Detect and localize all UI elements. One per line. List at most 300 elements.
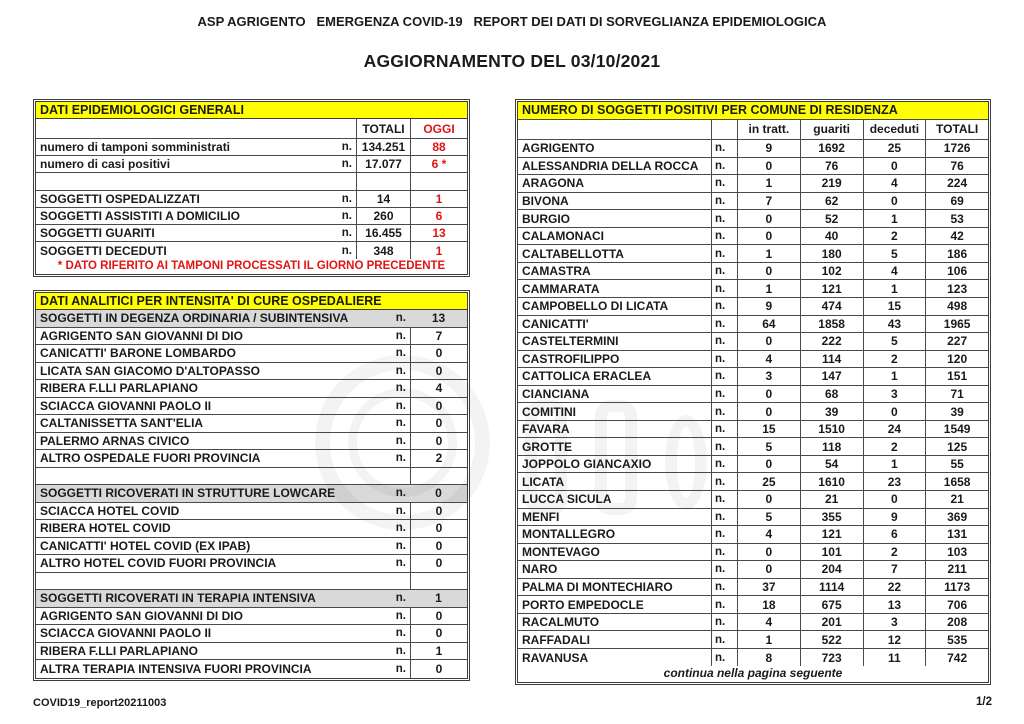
row-unit: n. <box>711 245 737 262</box>
subtotal-row <box>36 310 467 328</box>
row-unit: n. <box>711 509 737 526</box>
cell-deceduti: 12 <box>863 631 926 648</box>
table-row <box>36 573 467 591</box>
cell-value: 0 <box>410 538 467 555</box>
cell-guariti: 147 <box>800 368 863 385</box>
cell-in-tratt: 15 <box>737 421 800 438</box>
cell-deceduti: 3 <box>863 386 926 403</box>
row-label-cell <box>36 156 356 172</box>
table-row <box>518 351 988 369</box>
cell-in-tratt: 1 <box>737 245 800 262</box>
cell-deceduti: 23 <box>863 473 926 490</box>
cell-in-tratt: 0 <box>737 158 800 175</box>
cell-guariti: 204 <box>800 561 863 578</box>
cell-totali: 120 <box>925 351 988 368</box>
comuni-table-body <box>518 140 988 666</box>
cell-comune: AGRIGENTO <box>522 141 595 156</box>
cell-comune: CAMPOBELLO DI LICATA <box>522 299 669 314</box>
cell-comune: RAFFADALI <box>522 632 590 647</box>
table-row <box>518 333 988 351</box>
row-unit: n. <box>711 158 737 175</box>
row-label: SOGGETTI ASSISTITI A DOMICILIO <box>40 208 241 223</box>
row-unit: n. <box>395 399 406 412</box>
row-label: numero di casi positivi <box>40 157 171 172</box>
row-unit: n. <box>711 649 737 667</box>
table-row <box>36 398 467 416</box>
table-row <box>518 386 988 404</box>
general-data-table <box>33 99 470 277</box>
table-row <box>518 421 988 439</box>
report-header: ASP AGRIGENTO EMERGENZA COVID-19 REPORT DEI DATI DI SORVEGLIANZA EPIDEMIOLOGICA <box>197 14 827 29</box>
table-row <box>518 298 988 316</box>
row-label-cell <box>36 555 410 572</box>
page-number: 1/2 <box>976 696 992 708</box>
row-label-cell <box>36 433 410 450</box>
row-unit: n. <box>711 614 737 631</box>
row-unit: n. <box>711 526 737 543</box>
cell-guariti: 121 <box>800 280 863 297</box>
row-unit: n. <box>711 368 737 385</box>
cell-deceduti: 11 <box>863 649 926 667</box>
col-header-totali: TOTALI <box>356 119 410 138</box>
cell-totali: 123 <box>925 280 988 297</box>
table-row <box>36 503 467 521</box>
header-spacer <box>518 120 711 140</box>
cell-guariti: 1510 <box>800 421 863 438</box>
cell-comune: PALMA DI MONTECHIARO <box>522 579 673 594</box>
row-unit: n. <box>711 438 737 455</box>
row-label: ALTRO HOTEL COVID FUORI PROVINCIA <box>40 556 277 571</box>
cell-totali <box>356 173 410 189</box>
cell-in-tratt: 0 <box>737 561 800 578</box>
cell-deceduti: 4 <box>863 263 926 280</box>
table-row <box>36 328 467 346</box>
row-unit: n. <box>395 487 406 500</box>
cell-totali: 1965 <box>925 316 988 333</box>
cell-in-tratt: 7 <box>737 193 800 210</box>
row-label-cell <box>36 643 410 660</box>
table-row <box>36 555 467 573</box>
row-label: RIBERA F.LLI PARLAPIANO <box>40 381 198 396</box>
row-unit: n. <box>341 209 352 222</box>
row-unit: n. <box>341 158 352 171</box>
col-header-guariti: guariti <box>800 120 863 140</box>
cell-totali: 706 <box>925 596 988 613</box>
cell-in-tratt: 64 <box>737 316 800 333</box>
row-unit: n. <box>711 351 737 368</box>
cell-comune: CIANCIANA <box>522 386 590 401</box>
cell-in-tratt: 3 <box>737 368 800 385</box>
row-label-cell <box>36 450 410 467</box>
row-label-cell <box>36 208 356 224</box>
row-unit: n. <box>711 386 737 403</box>
cell-guariti: 21 <box>800 491 863 508</box>
row-label: ALTRO OSPEDALE FUORI PROVINCIA <box>40 451 261 466</box>
row-unit: n. <box>395 609 406 622</box>
cell-deceduti: 0 <box>863 193 926 210</box>
cell-guariti: 62 <box>800 193 863 210</box>
table-row <box>518 280 988 298</box>
row-unit: n. <box>395 312 406 325</box>
cell-guariti: 1610 <box>800 473 863 490</box>
row-unit: n. <box>395 452 406 465</box>
cell-guariti: 474 <box>800 298 863 315</box>
table-row <box>36 660 467 678</box>
row-label: SOGGETTI RICOVERATI IN TERAPIA INTENSIVA <box>40 591 316 606</box>
table-row <box>518 158 988 176</box>
cell-in-tratt: 4 <box>737 351 800 368</box>
row-unit: n. <box>395 434 406 447</box>
row-label-cell <box>36 608 410 625</box>
row-unit: n. <box>711 333 737 350</box>
table-row <box>36 450 467 468</box>
row-label-cell <box>36 625 410 642</box>
cell-totali: 42 <box>925 228 988 245</box>
cell-comune: PORTO EMPEDOCLE <box>522 597 644 612</box>
cell-guariti: 1114 <box>800 579 863 596</box>
cell-deceduti: 2 <box>863 438 926 455</box>
cell-in-tratt: 4 <box>737 526 800 543</box>
cell-in-tratt: 0 <box>737 491 800 508</box>
cell-comune: CASTELTERMINI <box>522 334 619 349</box>
table-row <box>36 363 467 381</box>
cell-deceduti: 24 <box>863 421 926 438</box>
cell-comune: RACALMUTO <box>522 615 600 630</box>
table-row <box>518 631 988 649</box>
cell-deceduti: 25 <box>863 140 926 157</box>
cell-comune: LUCCA SICULA <box>522 492 612 507</box>
cell-value: 4 <box>410 380 467 397</box>
cell-totali: 131 <box>925 526 988 543</box>
row-label: PALERMO ARNAS CIVICO <box>40 433 190 448</box>
general-table-title: DATI EPIDEMIOLOGICI GENERALI <box>36 102 467 119</box>
table-row <box>36 520 467 538</box>
cell-totali: 106 <box>925 263 988 280</box>
cell-deceduti: 1 <box>863 210 926 227</box>
row-label: RIBERA HOTEL COVID <box>40 521 171 536</box>
continuation-note: continua nella pagina seguente <box>663 666 843 681</box>
cell-comune: CATTOLICA ERACLEA <box>522 369 652 384</box>
cell-in-tratt: 18 <box>737 596 800 613</box>
cell-comune: CAMASTRA <box>522 264 591 279</box>
table-row <box>518 526 988 544</box>
table-row <box>36 380 467 398</box>
table-row <box>36 345 467 363</box>
cell-totali: 151 <box>925 368 988 385</box>
table-row <box>518 193 988 211</box>
cell-totali: 39 <box>925 403 988 420</box>
cell-totali: 103 <box>925 544 988 561</box>
row-unit: n. <box>395 382 406 395</box>
cell-value: 2 <box>410 450 467 467</box>
cell-deceduti: 4 <box>863 175 926 192</box>
cell-guariti: 52 <box>800 210 863 227</box>
cell-deceduti: 0 <box>863 491 926 508</box>
col-header-oggi: OGGI <box>410 119 467 138</box>
row-label-cell <box>36 363 410 380</box>
row-label-cell <box>36 380 410 397</box>
row-unit: n. <box>341 227 352 240</box>
cell-totali: 186 <box>925 245 988 262</box>
row-label-cell <box>36 398 410 415</box>
row-label-cell <box>36 173 356 189</box>
row-label-cell <box>36 503 410 520</box>
cell-totali: 224 <box>925 175 988 192</box>
cell-totali: 742 <box>925 649 988 667</box>
row-unit: n. <box>711 544 737 561</box>
row-unit: n. <box>711 263 737 280</box>
general-table-body <box>36 139 467 259</box>
cell-value: 0 <box>410 608 467 625</box>
cell-guariti: 118 <box>800 438 863 455</box>
table-row <box>36 643 467 661</box>
row-label: AGRIGENTO SAN GIOVANNI DI DIO <box>40 328 243 343</box>
table-row <box>36 538 467 556</box>
table-row <box>518 456 988 474</box>
row-label: SOGGETTI IN DEGENZA ORDINARIA / SUBINTENSIVA <box>40 311 349 326</box>
row-label-cell <box>36 310 410 327</box>
cell-deceduti: 22 <box>863 579 926 596</box>
row-label: SOGGETTI DECEDUTI <box>40 243 167 258</box>
table-row <box>518 509 988 527</box>
cell-deceduti: 2 <box>863 228 926 245</box>
cell-guariti: 1692 <box>800 140 863 157</box>
row-label-cell <box>36 485 410 502</box>
cell-comune: ARAGONA <box>522 176 584 191</box>
row-unit: n. <box>395 539 406 552</box>
cell-guariti: 102 <box>800 263 863 280</box>
cell-in-tratt: 1 <box>737 631 800 648</box>
cell-comune: COMITINI <box>522 404 576 419</box>
row-label-cell <box>36 328 410 345</box>
table-row <box>36 468 467 486</box>
cell-in-tratt: 0 <box>737 228 800 245</box>
cell-comune: CALAMONACI <box>522 229 604 244</box>
cell-in-tratt: 5 <box>737 438 800 455</box>
footnote: * DATO RIFERITO AI TAMPONI PROCESSATI IL GIORNO PRECEDENTE <box>57 260 446 273</box>
row-unit: n. <box>395 557 406 570</box>
cell-deceduti: 9 <box>863 509 926 526</box>
cell-oggi: 1 <box>410 242 467 259</box>
table-row <box>36 139 467 156</box>
cell-in-tratt: 5 <box>737 509 800 526</box>
cell-totali: 211 <box>925 561 988 578</box>
row-label: numero di tamponi somministrati <box>40 140 231 155</box>
header-spacer <box>36 119 356 138</box>
row-unit: n. <box>711 316 737 333</box>
table-row <box>518 596 988 614</box>
cell-comune: CANICATTI' <box>522 316 589 331</box>
cell-comune: MONTEVAGO <box>522 544 600 559</box>
cell-comune: GROTTE <box>522 439 572 454</box>
cell-value: 1 <box>435 591 442 606</box>
cell-in-tratt: 0 <box>737 386 800 403</box>
cell-guariti: 201 <box>800 614 863 631</box>
cell-totali: 535 <box>925 631 988 648</box>
cell-value: 0 <box>410 503 467 520</box>
row-unit: n. <box>395 644 406 657</box>
row-unit: n. <box>711 210 737 227</box>
cell-deceduti: 5 <box>863 245 926 262</box>
cell-comune: BURGIO <box>522 211 570 226</box>
row-label-cell <box>36 468 410 485</box>
cell-in-tratt: 25 <box>737 473 800 490</box>
cell-totali: 260 <box>356 208 410 224</box>
row-label: SCIACCA GIOVANNI PAOLO II <box>40 626 212 641</box>
cell-deceduti: 43 <box>863 316 926 333</box>
cell-totali: 134.251 <box>356 139 410 155</box>
cell-guariti: 1858 <box>800 316 863 333</box>
cell-guariti: 675 <box>800 596 863 613</box>
row-unit: n. <box>395 627 406 640</box>
row-label-cell <box>36 225 356 241</box>
cell-comune: CASTROFILIPPO <box>522 351 620 366</box>
cell-oggi: 13 <box>410 225 467 241</box>
table-row <box>36 173 467 190</box>
cell-oggi: 6 <box>410 208 467 224</box>
row-unit: n. <box>711 403 737 420</box>
row-label-cell <box>36 590 410 607</box>
cell-in-tratt: 0 <box>737 263 800 280</box>
cell-in-tratt: 0 <box>737 456 800 473</box>
cell-guariti: 723 <box>800 649 863 667</box>
cell-guariti: 219 <box>800 175 863 192</box>
row-label-cell <box>36 520 410 537</box>
row-unit: n. <box>711 193 737 210</box>
cell-oggi: 88 <box>410 139 467 155</box>
cell-guariti: 522 <box>800 631 863 648</box>
row-unit: n. <box>711 596 737 613</box>
cell-guariti: 180 <box>800 245 863 262</box>
comuni-table-title: NUMERO DI SOGGETTI POSITIVI PER COMUNE DI RESIDENZA <box>518 102 988 120</box>
table-row <box>518 175 988 193</box>
cell-comune: JOPPOLO GIANCAXIO <box>522 457 652 472</box>
cell-guariti: 101 <box>800 544 863 561</box>
comuni-table-header-row <box>518 120 988 141</box>
cell-guariti: 39 <box>800 403 863 420</box>
cell-value: 0 <box>410 625 467 642</box>
cell-guariti: 355 <box>800 509 863 526</box>
cell-oggi: 6 * <box>410 156 467 172</box>
row-unit: n. <box>395 347 406 360</box>
row-label-cell <box>36 242 356 259</box>
cell-totali: 227 <box>925 333 988 350</box>
cell-in-tratt: 37 <box>737 579 800 596</box>
row-unit: n. <box>711 473 737 490</box>
cell-deceduti: 3 <box>863 614 926 631</box>
table-row <box>518 561 988 579</box>
cell-in-tratt: 0 <box>737 333 800 350</box>
cell-value: 0 <box>410 433 467 450</box>
row-label-cell <box>36 415 410 432</box>
cell-comune: ALESSANDRIA DELLA ROCCA <box>522 158 699 173</box>
cell-value: 13 <box>431 311 446 326</box>
row-unit: n. <box>395 592 406 605</box>
hospital-table-body <box>36 310 467 678</box>
row-unit: n. <box>395 522 406 535</box>
cell-deceduti: 6 <box>863 526 926 543</box>
table-row <box>518 316 988 334</box>
row-label-cell <box>36 139 356 155</box>
cell-oggi <box>410 173 467 189</box>
cell-totali: 76 <box>925 158 988 175</box>
cell-value: 0 <box>410 415 467 432</box>
table-row <box>36 208 467 225</box>
cell-totali: 369 <box>925 509 988 526</box>
col-header-in-tratt: in tratt. <box>737 120 800 140</box>
row-label-cell <box>36 191 356 207</box>
row-label: SOGGETTI OSPEDALIZZATI <box>40 191 200 206</box>
row-label: SCIACCA GIOVANNI PAOLO II <box>40 398 212 413</box>
row-label: SOGGETTI GUARITI <box>40 226 155 241</box>
table-row <box>518 368 988 386</box>
cell-totali: 71 <box>925 386 988 403</box>
cell-in-tratt: 0 <box>737 544 800 561</box>
cell-value: 0 <box>410 520 467 537</box>
cell-in-tratt: 0 <box>737 403 800 420</box>
cell-totali: 16.455 <box>356 225 410 241</box>
cell-deceduti: 2 <box>863 544 926 561</box>
cell-totali: 1726 <box>925 140 988 157</box>
cell-comune: CAMMARATA <box>522 281 600 296</box>
subtotal-row <box>36 590 467 608</box>
table-row <box>36 415 467 433</box>
row-label-cell <box>36 345 410 362</box>
cell-comune: FAVARA <box>522 422 570 437</box>
cell-oggi: 1 <box>410 191 467 207</box>
row-unit: n. <box>711 280 737 297</box>
cell-deceduti: 0 <box>863 158 926 175</box>
cell-in-tratt: 4 <box>737 614 800 631</box>
cell-totali: 1173 <box>925 579 988 596</box>
row-label: SOGGETTI RICOVERATI IN STRUTTURE LOWCARE <box>40 486 336 501</box>
row-unit: n. <box>711 631 737 648</box>
row-unit: n. <box>711 140 737 157</box>
table-row <box>518 403 988 421</box>
cell-deceduti: 1 <box>863 280 926 297</box>
row-unit: n. <box>395 662 406 675</box>
cell-value: 0 <box>410 345 467 362</box>
comuni-table <box>515 99 991 685</box>
cell-totali: 1658 <box>925 473 988 490</box>
table-row <box>518 491 988 509</box>
cell-totali: 498 <box>925 298 988 315</box>
cell-value <box>410 573 467 590</box>
row-unit: n. <box>711 561 737 578</box>
row-label: CANICATTI' HOTEL COVID (EX IPAB) <box>40 538 251 553</box>
general-table-header-row <box>36 119 467 139</box>
cell-value <box>410 468 467 485</box>
table-row <box>36 156 467 173</box>
table-row <box>518 614 988 632</box>
cell-comune: NARO <box>522 562 558 577</box>
table-row <box>518 579 988 597</box>
cell-totali: 14 <box>356 191 410 207</box>
table-row <box>518 245 988 263</box>
row-unit: n. <box>341 192 352 205</box>
row-unit: n. <box>711 228 737 245</box>
row-label-cell <box>36 573 410 590</box>
table-row <box>518 140 988 158</box>
cell-deceduti: 13 <box>863 596 926 613</box>
row-unit: n. <box>711 579 737 596</box>
row-unit: n. <box>341 141 352 154</box>
cell-in-tratt: 0 <box>737 210 800 227</box>
cell-totali: 55 <box>925 456 988 473</box>
cell-totali: 348 <box>356 242 410 259</box>
row-label-cell <box>36 538 410 555</box>
cell-in-tratt: 9 <box>737 298 800 315</box>
